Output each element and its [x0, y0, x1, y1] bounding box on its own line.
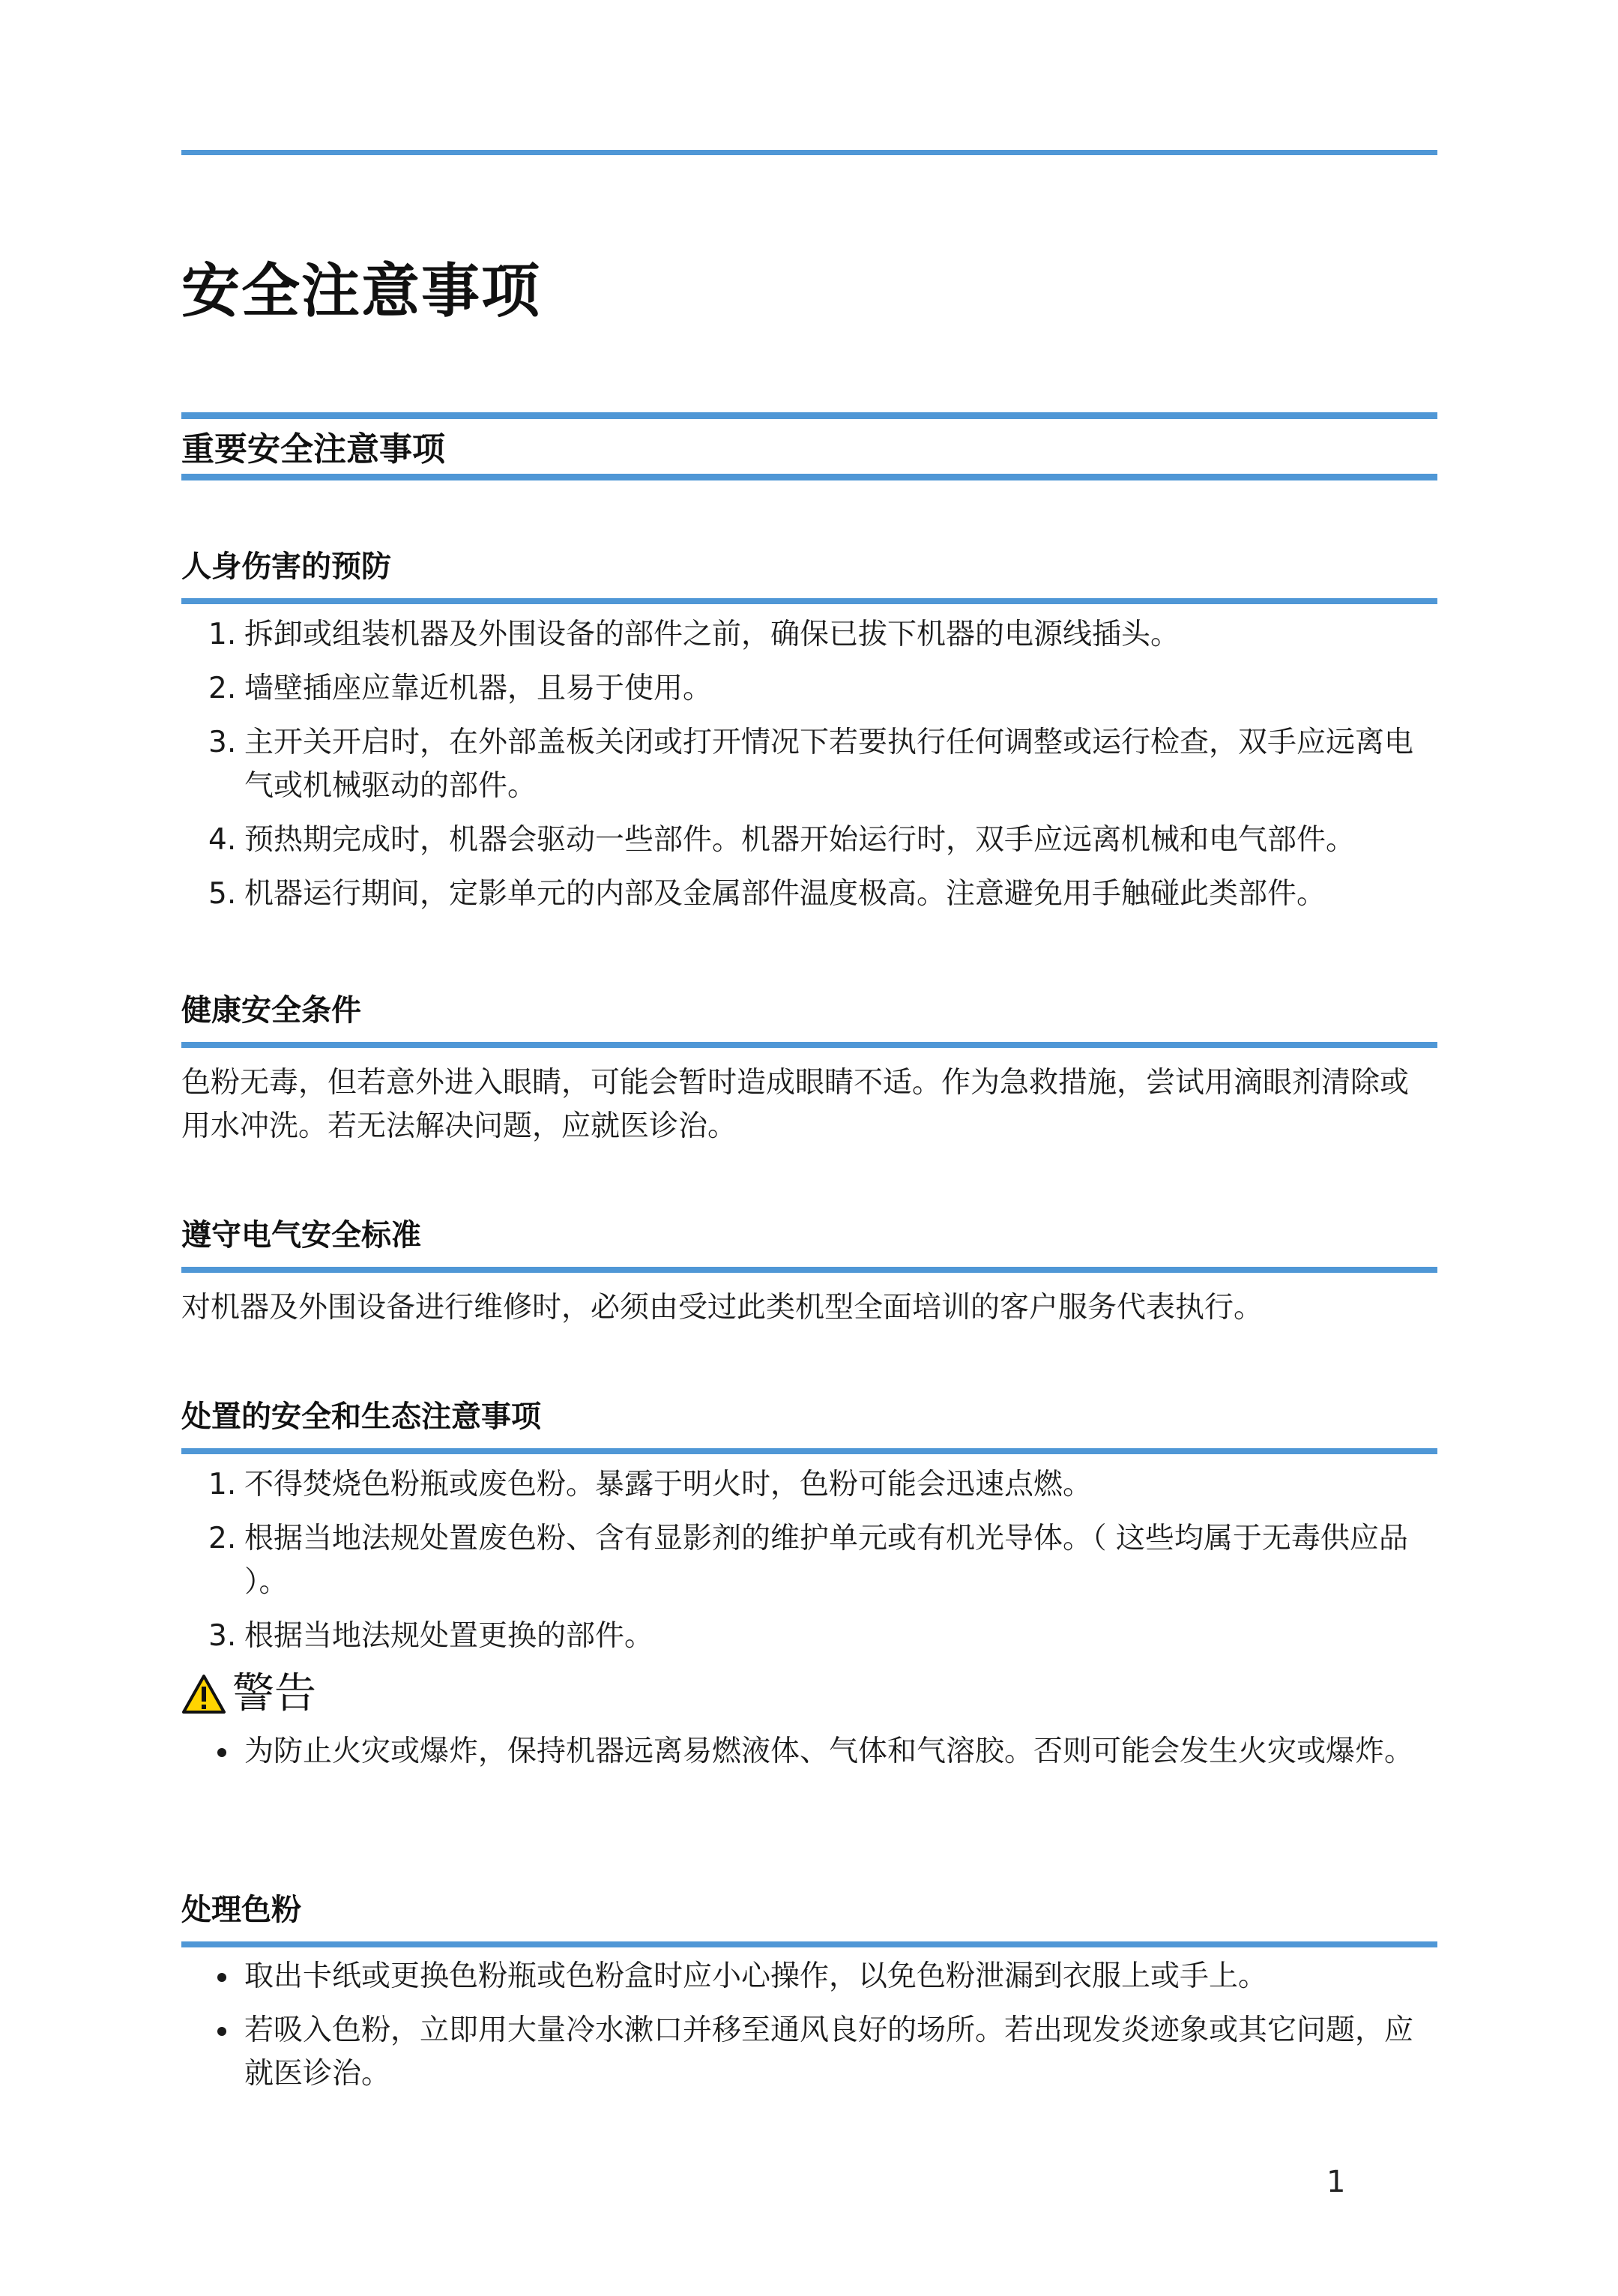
health-text: 色粉无毒，但若意外进入眼睛，可能会暂时造成眼睛不适。作为急救措施，尝试用滴眼剂清除或用水冲洗。若无法解决问题，应就医诊治。: [181, 1066, 1410, 1143]
item-text: 根据当地法规处置更换的部件。: [244, 1619, 654, 1653]
toner-heading: 处理色粉: [181, 1889, 1437, 1947]
item-number: 3.: [208, 726, 237, 759]
item-number: 4.: [208, 823, 237, 857]
item-text: 预热期完成时，机器会驱动一些部件。机器开始运行时，双手应远离机械和电气部件。: [244, 823, 1356, 857]
list-item: [181, 1615, 1437, 1658]
item-text: 不得焚烧色粉瓶或废色粉。暴露于明火时，色粉可能会迅速点燃。: [244, 1468, 1093, 1501]
list-item: [181, 1517, 1437, 1604]
list-item: [181, 721, 1437, 808]
toner-list: [181, 1955, 1437, 2096]
warning-list: [181, 1730, 1437, 1774]
top-rule: [181, 150, 1437, 155]
item-text: 取出卡纸或更换色粉瓶或色粉盒时应小心操作，以免色粉泄漏到衣服上或手上。: [244, 1959, 1268, 1993]
list-item: [181, 2009, 1437, 2096]
disposal-list: [181, 1463, 1437, 1658]
section-heading-bottom-rule: [181, 474, 1437, 480]
section-heading-block: [181, 412, 1437, 481]
item-number: 5.: [208, 877, 237, 911]
list-item: [181, 1955, 1437, 1998]
page-title: 安全注意事项: [181, 258, 542, 325]
warning-body: [181, 1730, 1437, 1784]
warning-triangle-icon: [181, 1674, 226, 1714]
list-item: [181, 819, 1437, 862]
list-item: [181, 667, 1437, 711]
item-text: 拆卸或组装机器及外围设备的部件之前，确保已拔下机器的电源线插头。: [244, 618, 1180, 651]
item-number: 2.: [208, 672, 237, 705]
bullet-icon: [217, 2027, 226, 2036]
section-electrical: [181, 1214, 1437, 1330]
page-number: 1: [1326, 2165, 1346, 2199]
item-text: 为防止火灾或爆炸，保持机器远离易燃液体、气体和气溶胶。否则可能会发生火灾或爆炸。: [244, 1735, 1414, 1768]
list-item: [181, 873, 1437, 916]
item-text: 根据当地法规处置废色粉、含有显影剂的维护单元或有机光导体。（ 这些均属于无毒供应品 ）。: [244, 1522, 1408, 1599]
list-item: [181, 1730, 1437, 1774]
warning-callout: [181, 1666, 316, 1723]
list-item: [181, 1463, 1437, 1507]
item-number: 1.: [208, 618, 237, 651]
section-disposal: [181, 1396, 1437, 1669]
electrical-heading: 遵守电气安全标准: [181, 1214, 1437, 1273]
disposal-heading: 处置的安全和生态注意事项: [181, 1396, 1437, 1454]
bullet-icon: [217, 1748, 226, 1757]
bullet-icon: [217, 1973, 226, 1982]
item-text: 机器运行期间，定影单元的内部及金属部件温度极高。注意避免用手触碰此类部件。: [244, 877, 1326, 911]
personal-injury-list: [181, 613, 1437, 916]
document-page: [181, 0, 1437, 2296]
warning-label: 警告: [232, 1669, 316, 1718]
section-toner: [181, 1889, 1437, 2106]
personal-injury-heading: 人身伤害的预防: [181, 546, 1437, 604]
item-number: 2.: [208, 1522, 237, 1555]
health-heading: 健康安全条件: [181, 989, 1437, 1048]
section-heading: 重要安全注意事项: [181, 430, 445, 468]
item-number: 3.: [208, 1619, 237, 1653]
section-heading-top-rule: [181, 412, 1437, 419]
electrical-text: 对机器及外围设备进行维修时，必须由受过此类机型全面培训的客户服务代表执行。: [181, 1291, 1264, 1325]
item-text: 若吸入色粉，立即用大量冷水漱口并移至通风良好的场所。若出现发炎迹象或其它问题，应就医诊治。: [244, 2013, 1414, 2091]
item-text: 墙壁插座应靠近机器，且易于使用。: [244, 672, 713, 705]
section-health: [181, 989, 1437, 1148]
list-item: [181, 613, 1437, 657]
item-number: 1.: [208, 1468, 237, 1501]
section-personal-injury: [181, 546, 1437, 926]
item-text: 主开关开启时，在外部盖板关闭或打开情况下若要执行任何调整或运行检查，双手应远离电气或机械驱动的部件。: [244, 726, 1414, 803]
